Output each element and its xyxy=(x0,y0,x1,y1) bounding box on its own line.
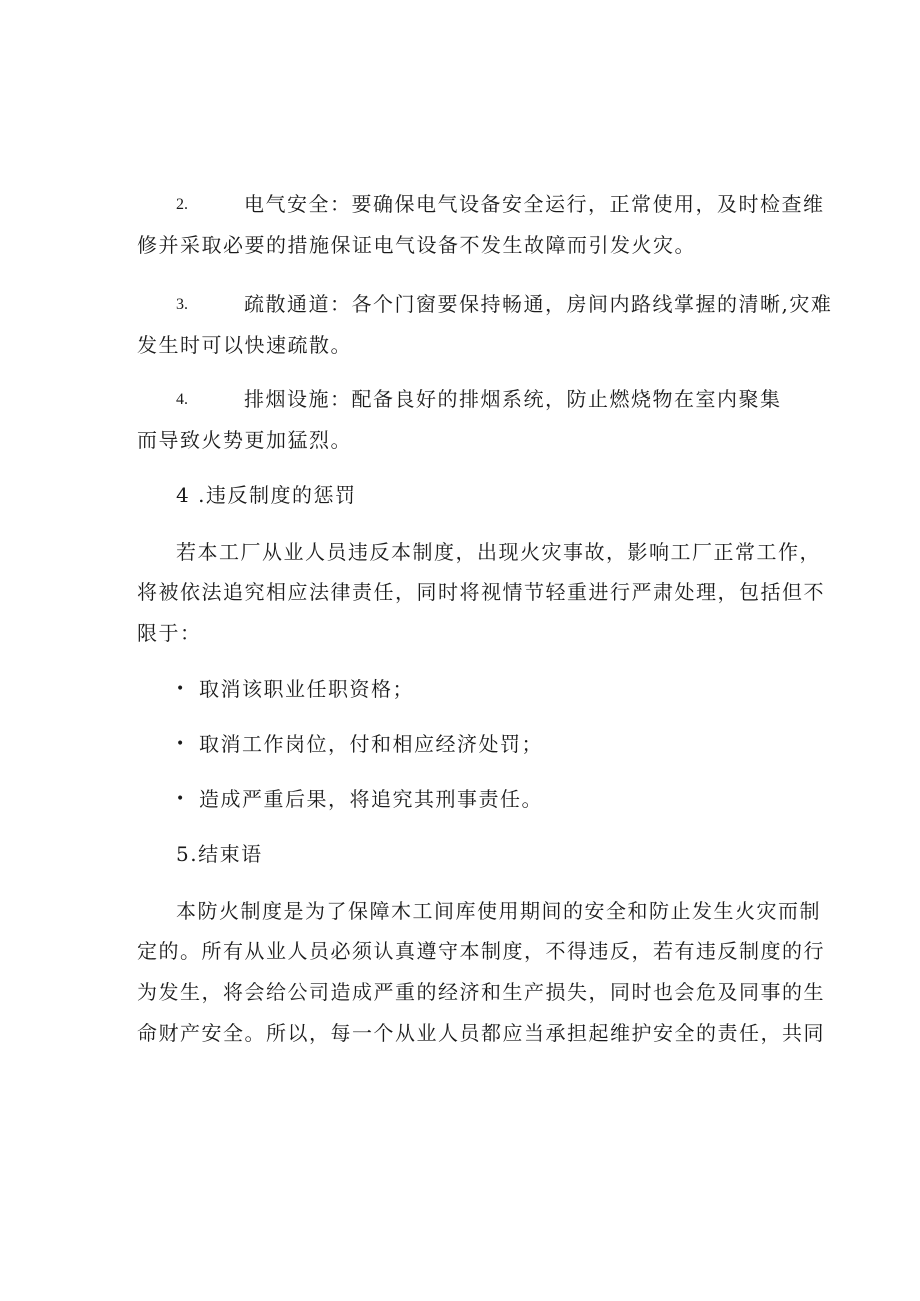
bullet-item-1: 取消该职业任职资格； xyxy=(199,677,414,701)
bullet-item-2: 取消工作岗位，付和相应经济处罚； xyxy=(199,732,543,756)
bullet-marker-1: • xyxy=(176,681,185,697)
item-3-number: 3. xyxy=(176,296,188,313)
section-5-paragraph-line-4: 命财产安全。所以，每一个从业人员都应当承担起维护安全的责任，共同 xyxy=(137,1021,825,1045)
item-3-text-line-1: 疏散通道：各个门窗要保持畅通，房间内路线掌握的清晰,灾难 xyxy=(244,292,833,316)
section-4-paragraph-line-1: 若本工厂从业人员违反本制度，出现火灾事故，影响工厂正常工作， xyxy=(176,540,821,564)
section-4-paragraph-line-2: 将被依法追究相应法律责任，同时将视情节轻重进行严肃处理，包括但不 xyxy=(137,580,825,604)
item-2-text-line-1: 电气安全：要确保电气设备安全运行，正常使用，及时检查维 xyxy=(244,192,825,216)
section-4-heading: 4 .违反制度的惩罚 xyxy=(176,483,357,507)
section-5-paragraph-line-1: 本防火制度是为了保障木工间库使用期间的安全和防止发生火灾而制 xyxy=(176,899,821,923)
item-4-text-line-1: 排烟设施：配备良好的排烟系统，防止燃烧物在室内聚集 xyxy=(244,387,782,411)
item-3-text-line-2: 发生时可以快速疏散。 xyxy=(137,333,352,357)
bullet-marker-3: • xyxy=(176,791,185,807)
bullet-marker-2: • xyxy=(176,736,185,752)
item-4-text-line-2: 而导致火势更加猛烈。 xyxy=(137,428,352,452)
section-5-paragraph-line-2: 定的。所有从业人员必须认真遵守本制度，不得违反，若有违反制度的行 xyxy=(137,939,825,963)
bullet-item-3: 造成严重后果，将追究其刑事责任。 xyxy=(199,787,543,811)
section-5-heading: 5.结束语 xyxy=(176,842,263,866)
section-5-paragraph-line-3: 为发生，将会给公司造成严重的经济和生产损失，同时也会危及同事的生 xyxy=(137,980,825,1004)
item-4-number: 4. xyxy=(176,391,188,408)
item-2-number: 2. xyxy=(176,196,188,213)
item-2-text-line-2: 修并采取必要的措施保证电气设备不发生故障而引发火灾。 xyxy=(137,233,696,257)
section-4-paragraph-line-3: 限于： xyxy=(137,621,202,645)
